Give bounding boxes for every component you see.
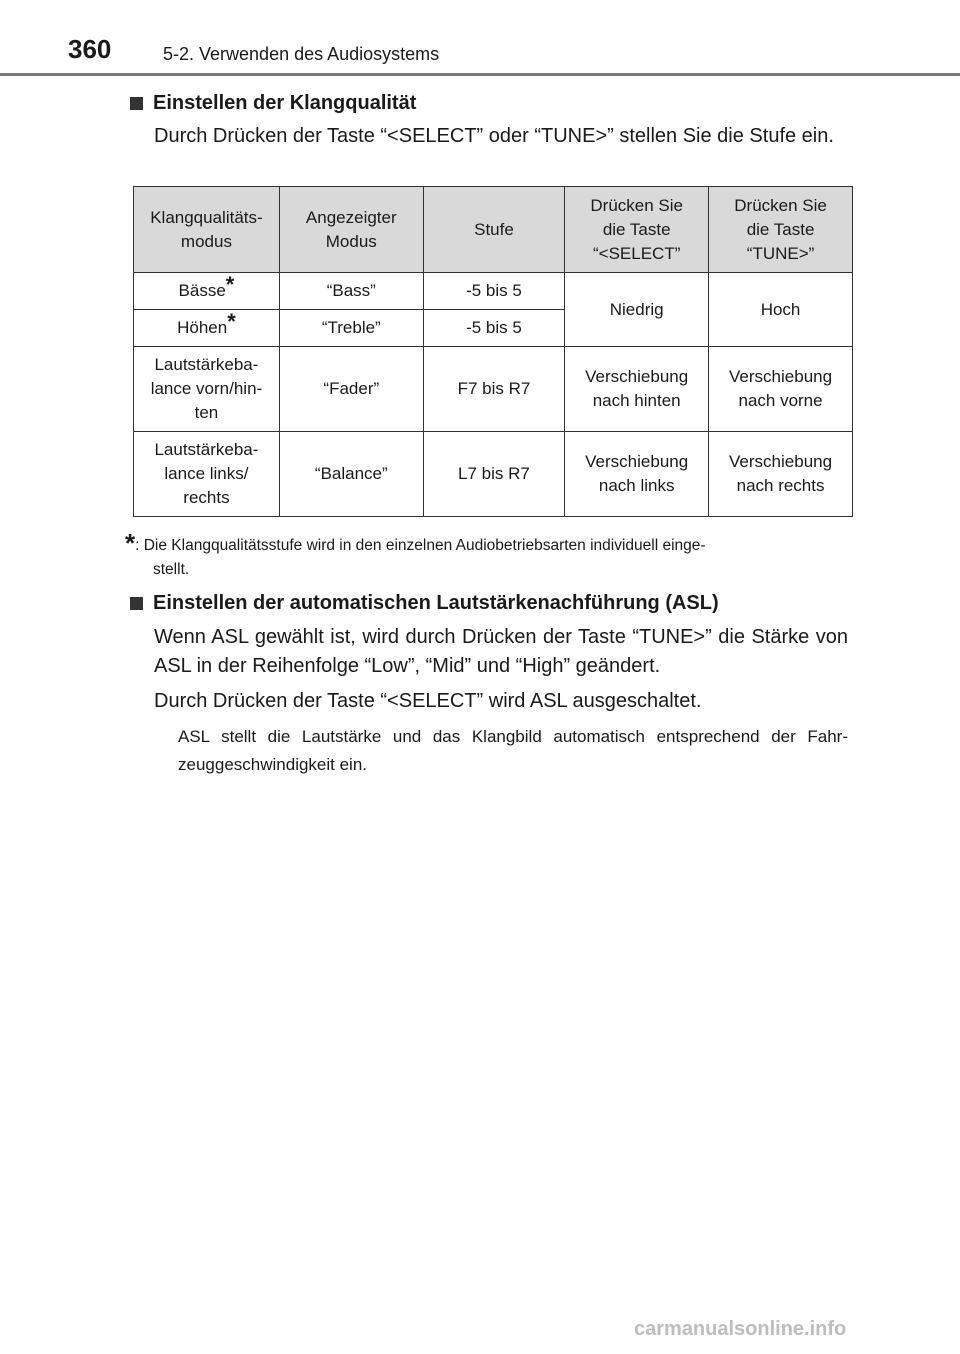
square-bullet-icon [130, 597, 143, 610]
asl-off-instruction: Durch Drücken der Taste “<SELECT” wird ASL ausgeschaltet. [154, 690, 702, 712]
section-heading-asl [130, 592, 719, 615]
table-cell-tune: Verschiebung nach rechts [709, 432, 853, 517]
table-row [134, 273, 853, 310]
page-number: 360 [68, 34, 112, 64]
section-heading-text: Einstellen der automatischen Lautstärkenachführung (ASL) [153, 592, 719, 614]
table-header-cell: Angezeigter Modus [279, 187, 423, 273]
table-header-cell: Stufe [423, 187, 565, 273]
table-cell-level: L7 bis R7 [423, 432, 565, 517]
header-rule [0, 73, 960, 76]
table-cell-mode: Lautstärkeba- lance links/ rechts [134, 432, 280, 517]
sound-quality-table [133, 186, 853, 517]
table-row [134, 347, 853, 432]
sound-quality-instruction: Durch Drücken der Taste “<SELECT” oder “TUNE>” stellen Sie die Stufe ein. [154, 125, 834, 147]
footnote [125, 528, 849, 582]
asl-note: ASL stellt die Lautstärke und das Klangbild automatisch entsprechend der Fahr-zeuggeschwindigkeit ein. [178, 727, 848, 774]
table-cell-mode [134, 273, 280, 310]
cell-text: Höhen [177, 318, 228, 337]
table-cell-select-merged: Niedrig [565, 273, 709, 347]
footnote-marker: * [125, 528, 136, 558]
table-header-cell: Klangqualitäts- modus [134, 187, 280, 273]
table-cell-level: -5 bis 5 [423, 310, 565, 347]
table-header-row [134, 187, 853, 273]
table-cell-display: “Balance” [279, 432, 423, 517]
page-header [0, 0, 960, 80]
footnote-text: : Die Klangqualitätsstufe wird in den einzelnen Audiobetriebsarten individuell einge- [135, 537, 706, 554]
watermark: carmanualsonline.info [634, 1318, 847, 1340]
table-cell-level: F7 bis R7 [423, 347, 565, 432]
table-cell-mode [134, 310, 280, 347]
table-cell-display: “Treble” [279, 310, 423, 347]
table-cell-tune: Verschiebung nach vorne [709, 347, 853, 432]
table-header-cell: Drücken Sie die Taste “TUNE>” [709, 187, 853, 273]
table-cell-mode: Lautstärkeba- lance vorn/hin- ten [134, 347, 280, 432]
table-cell-tune-merged: Hoch [709, 273, 853, 347]
cell-text: Bässe [178, 281, 226, 300]
table-cell-level: -5 bis 5 [423, 273, 565, 310]
table-cell-display: “Bass” [279, 273, 423, 310]
section-heading-sound-quality [130, 92, 416, 115]
footnote-marker: * [225, 272, 235, 297]
footnote-continuation: stellt. [153, 561, 190, 578]
table-cell-select: Verschiebung nach links [565, 432, 709, 517]
footnote-marker: * [227, 309, 236, 334]
chapter-title: 5-2. Verwenden des Audiosystems [163, 44, 440, 64]
section-heading-text: Einstellen der Klangqualität [153, 92, 417, 114]
table-row [134, 432, 853, 517]
asl-instruction: Wenn ASL gewählt ist, wird durch Drücken der Taste “TUNE>” die Stärke von ASL in der Reihenfolge “Low”, “Mid” und “High” geändert. [154, 626, 848, 677]
table-cell-select: Verschiebung nach hinten [565, 347, 709, 432]
square-bullet-icon [130, 97, 143, 110]
table-header-cell: Drücken Sie die Taste “<SELECT” [565, 187, 709, 273]
table-cell-display: “Fader” [279, 347, 423, 432]
